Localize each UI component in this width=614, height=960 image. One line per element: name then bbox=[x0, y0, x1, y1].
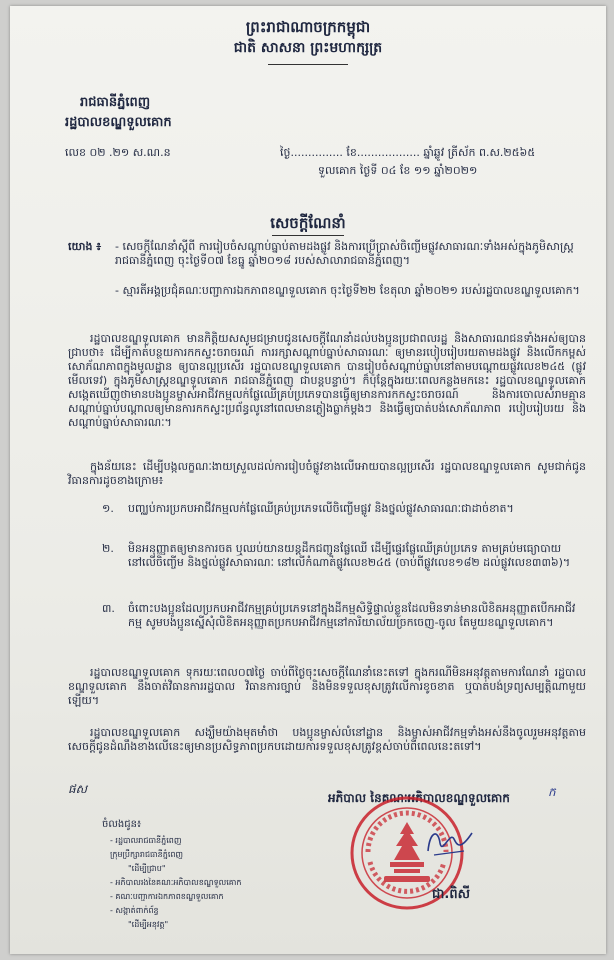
cc-item: - អភិបាលរងនៃគណៈអភិបាលខណ្ឌទួលគោក bbox=[110, 878, 242, 887]
kingdom-heading: ព្រះរាជាណាចក្រកម្ពុជា bbox=[245, 18, 371, 36]
signer-name: ជា.ពិសី bbox=[432, 887, 470, 902]
document-page bbox=[10, 6, 606, 954]
measure-item-2: មិនអនុញ្ញាតឲ្យមានការចត ឬឈប់យានយន្តដឹកជញ្ជូនផ្លែឈើ ដើម្បីផ្ទេរផ្លែឈើគ្រប់ប្រភេទ តាមគ្រប់មធ្យោបាយនៅលើចិញ្ចើម និងថ្នល់ផ្លូវសាធារណៈ នៅលើកំណាត់ផ្លូវលេខ២៤៥ (ចាប់ពីផ្លូវលេខ១៨២ ដល់ផ្លូវលេខ៣៣៦)។ bbox=[128, 542, 571, 569]
reference-item-1: - សេចក្តីណែនាំស្តីពី ការរៀបចំសណ្តាប់ធ្នាប់តាមដងផ្លូវ និងការប្រើប្រាស់ចិញ្ចើមផ្លូវសាធារណៈទាំងអស់ក្នុងភូមិសាស្ត្ររាជធានីភ្នំពេញ ចុះថ្ងៃទី០៧ ខែធ្នូ ឆ្នាំ២០១៨ របស់សាលារាជធានីភ្នំពេញ។ bbox=[115, 240, 574, 267]
cc-item: - គណៈបញ្ជាការឯកភាពខណ្ឌទួលគោក bbox=[110, 892, 224, 901]
issuing-administration: រដ្ឋបាលខណ្ឌទួលគោក bbox=[65, 115, 172, 130]
handwritten-signature bbox=[420, 821, 480, 861]
cc-item: ក្រុមប្រឹក្សារាជធានីភ្នំពេញ bbox=[110, 850, 184, 859]
lunar-date: ថ្ងៃ............... ខែ.................. ឆ្នាំឆ្លូវ ត្រីស័ក ព.ស.២៥៦៥ bbox=[280, 146, 536, 159]
measure-number-1: ១. bbox=[102, 502, 114, 515]
cc-title: ចំលងជូន៖ bbox=[102, 819, 142, 830]
national-motto: ជាតិ សាសនា ព្រះមហាក្សត្រ bbox=[233, 40, 383, 56]
references-label: យោង ៖ bbox=[68, 240, 102, 253]
handwritten-mark: ក bbox=[548, 785, 556, 799]
measure-number-2: ២. bbox=[102, 542, 114, 555]
cc-item: - សង្កាត់ពាក់ព័ន្ធ bbox=[110, 906, 159, 915]
signer-title: អភិបាល នៃគណៈអភិបាលខណ្ឌទួលគោក bbox=[328, 791, 510, 805]
title-underline bbox=[272, 235, 344, 236]
measure-item-1: បញ្ឈប់ការប្រកបអាជីវកម្មលក់ផ្លែឈើគ្រប់ប្រភេទលើចិញ្ចើមផ្លូវ និងថ្នល់ផ្លូវសាធារណៈជាដាច់ខាត។ bbox=[128, 502, 514, 515]
measure-number-3: ៣. bbox=[102, 602, 115, 615]
cc-item: "ដើម្បីជ្រាប" bbox=[128, 864, 166, 873]
document-title: សេចក្តីណែនាំ bbox=[270, 214, 346, 232]
reference-item-2: - ស្មារតីអង្គប្រជុំគណៈបញ្ជាការឯកភាពខណ្ឌទួលគោក ចុះថ្ងៃទី២២ ខែតុលា ឆ្នាំ២០២១ របស់រដ្ឋបាលខណ្ឌទួលគោក។ bbox=[115, 284, 580, 297]
solar-date: ទួលគោក ថ្ងៃទី ០៤ ខែ ១១ ឆ្នាំ២០២១ bbox=[318, 164, 478, 177]
body-paragraph-1: រដ្ឋបាលខណ្ឌទួលគោក មានកិត្តិយសសូមជម្រាបជូនសេចក្តីណែនាំដល់បងប្អូនប្រជាពលរដ្ឋ និងសាធារណជនទាំងអស់ឲ្យបានជ្រាបថា៖ ដើម្បីកាត់បន្ថយការកកស្ទះចរាចរណ៍ ការរក្សាសណ្តាប់ធ្នាប់សាធារណៈ ឲ្យមានរបៀបរៀបរយតាមដងផ្លូវ និងលើកកម្ពស់សោភ័ណភាពក្នុងមូលដ្ឋាន ឲ្យបានល្អប្រសើរ រដ្ឋបាលខណ្ឌទួលគោក បានរៀបចំសណ្តាប់ធ្នាប់នៅតាមបណ្តោយផ្លូវលេខ២៤៥ (ផ្លូវមើលទេវ) ក្នុងភូមិសាស្ត្រខណ្ឌទួលគោក រាជធានីភ្នំពេញ ជាបន្តបន្ទាប់។ ក៏ប៉ុន្តែក្នុងរយៈពេលកន្លងមកនេះ រដ្ឋបាលខណ្ឌទួលគោក សង្កេតឃើញថាមានបងប្អូនម្ចាស់អាជីវកម្មលក់ផ្លែឈើគ្រប់ប្រភេទបានធ្វើឲ្យមានការកកស្ទះចរាចរណ៍ និងការចោលសំរាមគ្មានសណ្តាប់ធ្នាប់បណ្តាលឲ្យមានការកកស្ទះប្រព័ន្ធលូនៅពេលមានភ្លៀងធ្លាក់ម្តងៗ និងធ្វើឲ្យបាត់បង់សោភ័ណភាព របៀបរៀបរយ និងសណ្តាប់ធ្នាប់សាធារណៈ។ bbox=[68, 332, 586, 429]
issuing-city: រាជធានីភ្នំពេញ bbox=[80, 95, 151, 110]
initials-mark: ផស bbox=[68, 782, 88, 796]
body-paragraph-4: រដ្ឋបាលខណ្ឌទួលគោក សង្ឃឹមយ៉ាងមុតមាំថា បងប្អូនម្ចាស់លំនៅដ្ឋាន និងម្ចាស់អាជីវកម្មទាំងអស់នឹងចូលរួមអនុវត្តតាមសេចក្តីជូនដំណឹងខាងលើនេះឲ្យមានប្រសិទ្ធភាពប្រកបដោយការទទួលខុសត្រូវខ្ពស់ចាប់ពីពេលនេះតទៅ។ bbox=[68, 726, 586, 753]
cc-item: "ដើម្បីអនុវត្ត" bbox=[128, 920, 169, 929]
body-paragraph-2: ក្នុងន័យនេះ ដើម្បីបង្កលក្ខណៈងាយស្រួលដល់ការរៀបចំផ្លូវខាងលើអោយបានល្អប្រសើរ រដ្ឋបាលខណ្ឌទួលគោក សូមជាក់ជូនវិធានការដូចខាងក្រោម៖ bbox=[68, 460, 586, 487]
body-paragraph-3: រដ្ឋបាលខណ្ឌទួលគោក ទុករយៈពេល០៧ថ្ងៃ ចាប់ពីថ្ងៃចុះសេចក្តីណែនាំនេះតទៅ ក្នុងករណីមិនអនុវត្តតាមការណែនាំ រដ្ឋបាលខណ្ឌទួលគោក នឹងចាត់វិធានការរដ្ឋបាល វិធានការច្បាប់ និងមិនទទួលខុសត្រូវលើការខូចខាត ឬបាត់បង់ទ្រព្យសម្បត្តិណាមួយឡើយ។ bbox=[68, 666, 586, 707]
reference-number: លេខ ០២ .២១ ស.ណ.ន bbox=[65, 146, 171, 159]
motto-underline bbox=[268, 64, 348, 65]
measure-item-3: ចំពោះបងប្អូនដែលប្រកបអាជីវកម្មគ្រប់ប្រភេទនៅក្នុងដីកម្មសិទ្ធិផ្ទាល់ខ្លួនដែលមិនទាន់មានលិខិតអនុញ្ញាតបើកអាជីវកម្ម សូមបងប្អូនស្នើសុំលិខិតអនុញ្ញាតប្រកបអាជីវកម្មនៅការិយាល័យច្រកចេញ-ចូល តែមួយខណ្ឌទួលគោក។ bbox=[128, 602, 576, 629]
cc-item: - រដ្ឋបាលរាជធានីភ្នំពេញ bbox=[110, 836, 182, 845]
